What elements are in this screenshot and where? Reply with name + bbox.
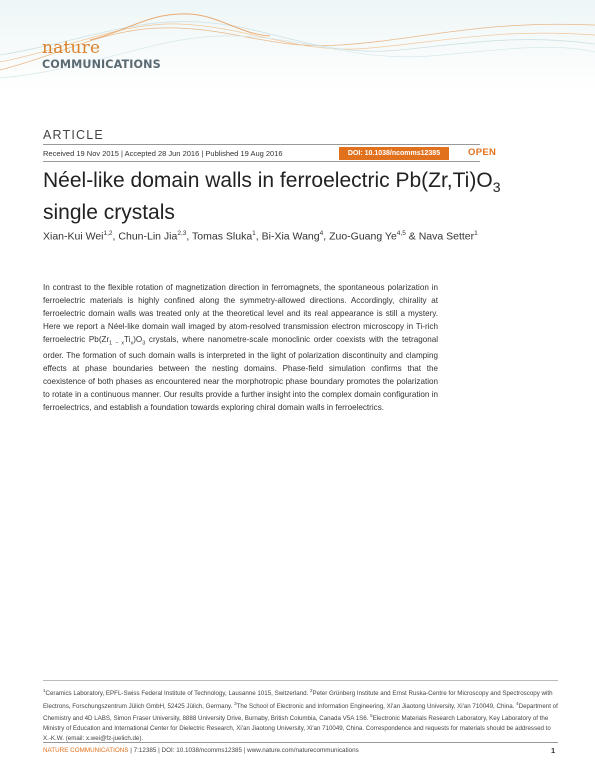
journal-logo-communications: COMMUNICATIONS bbox=[42, 58, 161, 71]
author-name: Bi-Xia Wang bbox=[261, 230, 320, 243]
accepted-date: Accepted 28 Jun 2016 bbox=[124, 149, 200, 158]
author-separator: & bbox=[405, 230, 419, 243]
abstract-text: In contrast to the flexible rotation of magnetization direction in ferromagnets, the spontaneous polarization in ferroelectric materials is highly confined along the symmetry-allowed directions. Accordingly, chirality at ferroelectric domain walls was treated only at the theoretical level and its real appearance is still a mystery. Here we report a Néel-like domain wall imaged by atom-resolved transmission electron microscopy in Ti-rich ferroelectric Pb(Zr bbox=[43, 283, 438, 344]
page-footer bbox=[43, 747, 359, 754]
top-divider bbox=[43, 144, 480, 145]
footnote-number: 5 bbox=[370, 713, 373, 719]
author-name: Chun-Lin Jia bbox=[118, 230, 178, 243]
article-title bbox=[43, 168, 563, 226]
formula-subscript: x bbox=[130, 340, 134, 347]
author-name: Xian-Kui Wei bbox=[43, 230, 104, 243]
author-name: Nava Setter bbox=[418, 230, 475, 243]
page-number: 1 bbox=[551, 746, 556, 755]
author-name: Zuo-Guang Ye bbox=[329, 230, 397, 243]
date-separator: | bbox=[201, 149, 206, 158]
open-access-label: OPEN bbox=[468, 147, 497, 158]
formula-text: Ti bbox=[124, 334, 131, 344]
author-list bbox=[43, 230, 563, 243]
formula-subscript: 3 bbox=[142, 340, 146, 347]
footer-journal-name: NATURE COMMUNICATIONS bbox=[43, 747, 129, 754]
author-separator: , bbox=[112, 230, 119, 243]
author-affiliation-marker: 1,2 bbox=[103, 230, 113, 237]
footnote-number: 2 bbox=[310, 688, 313, 693]
title-text: Néel-like domain walls in ferroelectric Pb(Zr,Ti)O bbox=[43, 169, 493, 192]
footnote-text: Ceramics Laboratory, EPFL-Swiss Federal Institute of Technology, Lausanne 1015, Switzerland. bbox=[45, 690, 310, 698]
author-affiliation-marker: 1 bbox=[252, 230, 256, 237]
author-affiliation-marker: 4,5 bbox=[396, 230, 406, 237]
footnote-number: 4 bbox=[516, 700, 519, 706]
footnote-number: 1 bbox=[43, 688, 46, 693]
article-type-label: ARTICLE bbox=[43, 128, 104, 142]
footnote-divider bbox=[43, 680, 558, 681]
publication-dates bbox=[43, 149, 283, 158]
formula-subscript: 1 − x bbox=[109, 340, 125, 347]
journal-header-band bbox=[0, 0, 595, 90]
author-affiliation-marker: 1 bbox=[474, 230, 478, 237]
author-affiliation-marker: 4 bbox=[319, 230, 324, 237]
title-line-2: single crystals bbox=[43, 201, 175, 225]
footnote-text: The School of Electronic and Information Engineering, Xi'an Jiaotong University, Xi'an 710049, China. bbox=[236, 702, 517, 710]
footnote-text: Electronic Materials Research Laboratory, Key Laboratory of the Ministry of Education and International Center for Dielectric Research, Xi'an Jiaotong University, Xi'an 710049, China. Correspondence and requests for materials should be addressed to X.-K.W. (email: x.wei@fz-juelich.de). bbox=[43, 715, 551, 742]
affiliations-footnotes bbox=[43, 686, 558, 743]
author-separator: , bbox=[323, 230, 330, 243]
formula-text: )O bbox=[133, 334, 143, 344]
abstract-text-cont: crystals, where nanometre-scale monoclinic order coexists with the tetragonal order. The formation of such domain walls is interpreted in the light of polarization discontinuity and clamping effects at phase boundaries between the nesting domains. Phase-field simulation confirms that the coexistence of both phases as encountered near the morphotropic phase boundary promotes the polarization to rotate in a continuous manner. Our results provide a further insight into the complex domain configuration in ferroelectrics, and establish a foundation towards exploring chiral domain walls in ferroelectrics. bbox=[43, 334, 439, 412]
journal-logo-nature: nature bbox=[42, 38, 101, 58]
published-date: Published 19 Aug 2016 bbox=[205, 149, 283, 158]
author-separator: , bbox=[255, 230, 262, 243]
title-subscript: 3 bbox=[492, 179, 501, 196]
date-separator: | bbox=[120, 149, 125, 158]
dates-divider bbox=[43, 161, 480, 162]
footnote-text: Department of Chemistry and 4D LABS, Simon Fraser University, 8888 University Drive, Burnaby, British Columbia, Canada V5A 1S6. bbox=[43, 702, 558, 723]
doi-badge[interactable]: DOI: 10.1038/ncomms12385 bbox=[339, 147, 449, 160]
author-name: Tomas Sluka bbox=[192, 230, 253, 243]
footnote-text: Peter Grünberg Institute and Ernst Ruska-Centre for Microscopy and Spectroscopy with Electrons, Forschungszentrum Jülich GmbH, 52425 Jülich, Germany. bbox=[43, 690, 553, 710]
author-separator: , bbox=[186, 230, 193, 243]
footer-citation: | 7:12385 | DOI: 10.1038/ncomms12385 | www.nature.com/naturecommunications bbox=[128, 747, 359, 754]
footer-divider bbox=[43, 742, 558, 743]
received-date: Received 19 Nov 2015 bbox=[43, 149, 119, 158]
abstract bbox=[43, 282, 438, 415]
author-affiliation-marker: 2,3 bbox=[177, 230, 187, 237]
footnote-number: 3 bbox=[234, 700, 237, 706]
